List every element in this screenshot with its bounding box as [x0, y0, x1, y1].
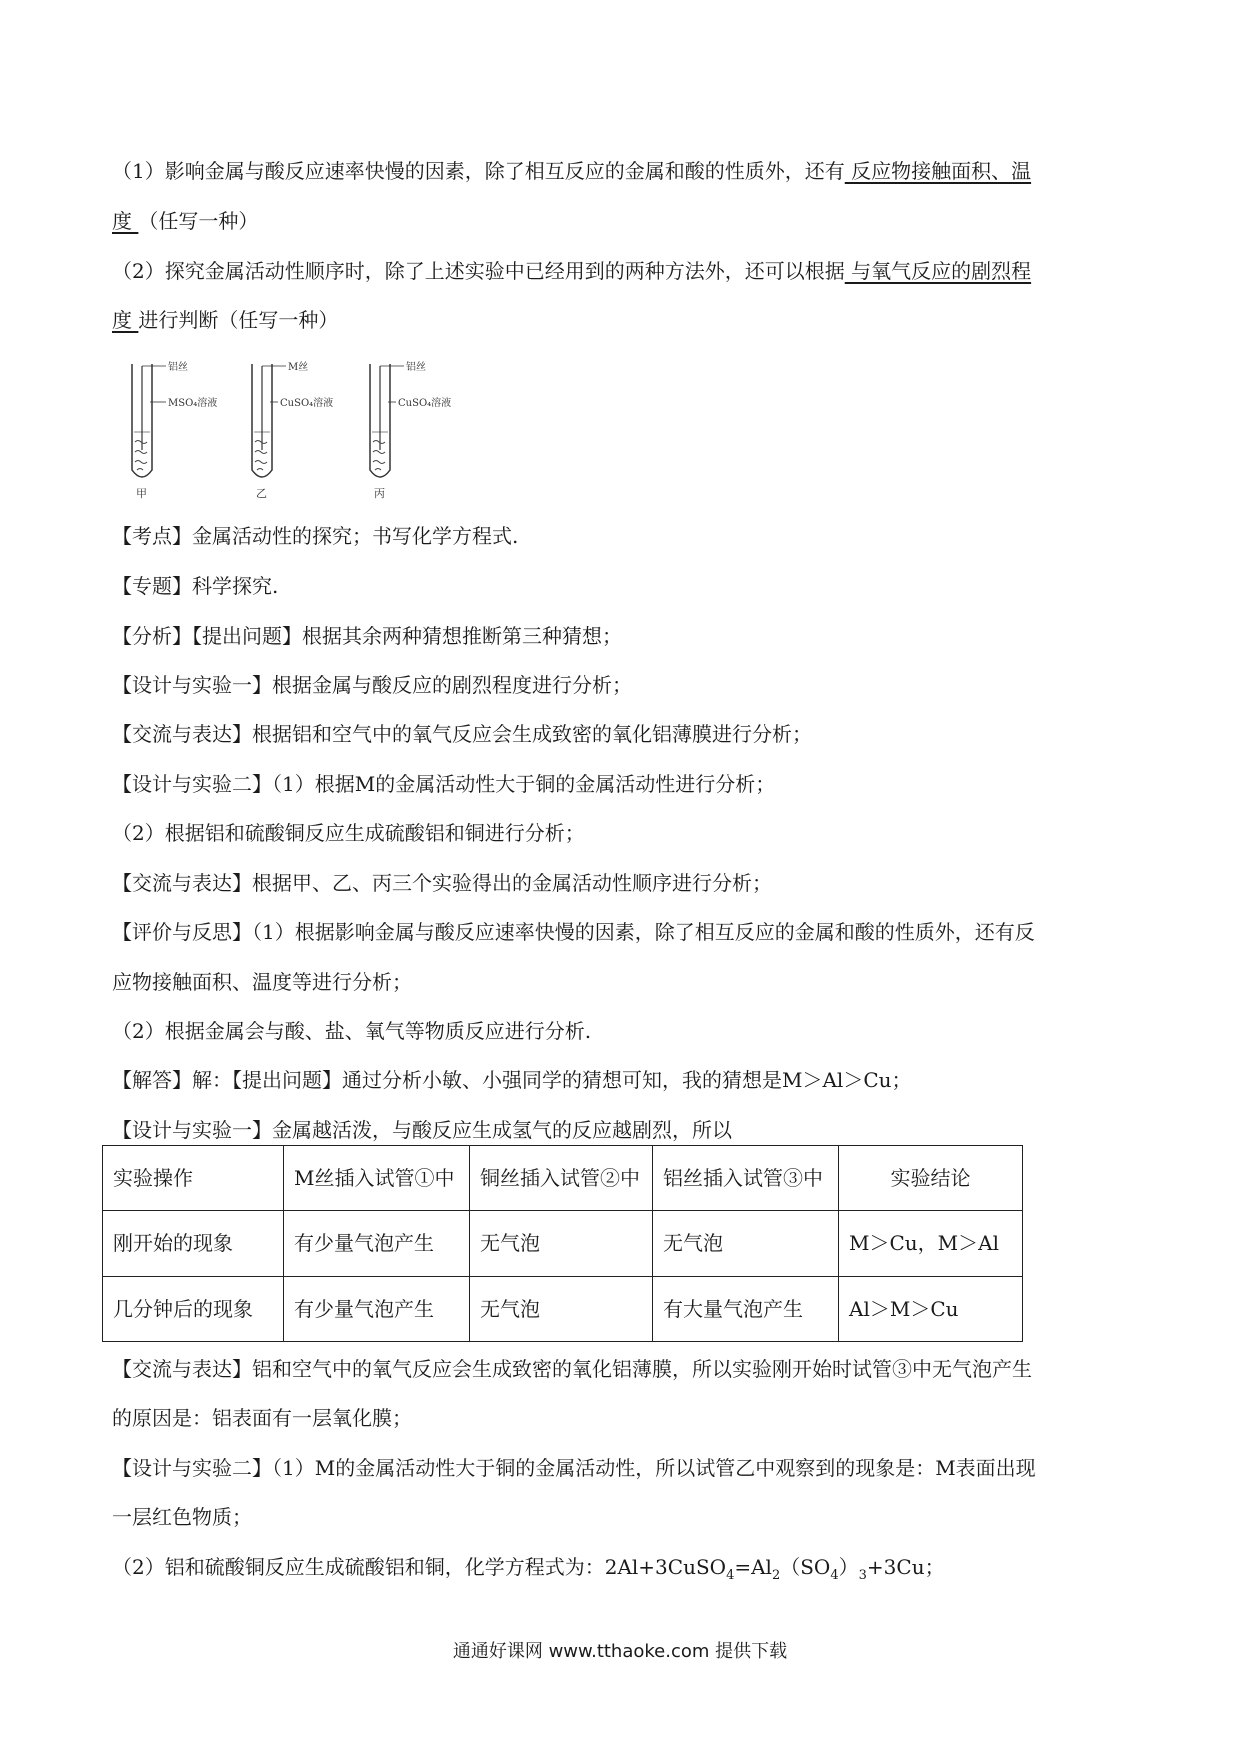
tube-caption: 甲 [136, 487, 147, 500]
analysis-line-5 [112, 819, 1132, 847]
subscript: 2 [771, 1568, 781, 1583]
text-segment: （2）根据金属会与酸、盐、氧气等物质反应进行分析. [112, 1019, 592, 1043]
table-cell: 铝丝插入试管③中 [653, 1146, 839, 1211]
test-tube-yi [252, 361, 333, 500]
analysis-line-6 [112, 869, 1132, 897]
answer-2-line-2 [112, 306, 1132, 334]
subscript: 4 [726, 1568, 735, 1583]
tube-solution-label: MSO₄溶液 [168, 398, 218, 409]
page-footer: 通通好课网 www.tthaoke.com 提供下载 [452, 1641, 788, 1662]
answer-2-line-1 [112, 257, 1132, 285]
text-segment: 【设计与实验二】（1）M的金属活动性大于铜的金属活动性，所以试管乙中观察到的现象是：M表面出现 [112, 1456, 1036, 1480]
answer-1-line-1 [112, 157, 1132, 185]
solution-line-4 [112, 1404, 1132, 1432]
text-segment: =Al [734, 1555, 772, 1579]
table-cell: 有少量气泡产生 [284, 1276, 470, 1341]
text-segment: ） [838, 1555, 859, 1579]
table-cell: 无气泡 [470, 1211, 653, 1276]
text-segment: （2）铝和硫酸铜反应生成硫酸铝和铜，化学方程式为：2Al+3CuSO [112, 1555, 727, 1579]
text-segment: 【分析】【提出问题】根据其余两种猜想推断第三种猜想； [112, 624, 622, 648]
zhuanti-line [112, 572, 1132, 600]
text-segment: 【设计与实验一】金属越活泼，与酸反应生成氢气的反应越剧烈，所以 [112, 1118, 732, 1142]
solution-line-2 [112, 1116, 1132, 1144]
experiment-table [102, 1145, 1023, 1342]
text-segment: 【解答】解：【提出问题】通过分析小敏、小强同学的猜想可知，我的猜想是M＞Al＞Cu； [112, 1068, 912, 1092]
test-tube-bing [370, 361, 451, 500]
text-segment: （2）探究金属活动性顺序时，除了上述实验中已经用到的两种方法外，还可以根据 [112, 259, 845, 283]
table-cell: 实验结论 [839, 1146, 1023, 1211]
answer-fill-text: 度 [112, 308, 139, 332]
text-segment: （任写一种） [138, 209, 259, 233]
answer-fill-text: 度 [112, 209, 139, 233]
analysis-line-1 [112, 622, 1132, 650]
text-segment: 【设计与实验一】根据金属与酸反应的剧烈程度进行分析； [112, 673, 632, 697]
text-segment: 【交流与表达】铝和空气中的氧气反应会生成致密的氧化铝薄膜，所以实验刚开始时试管③中无气泡产生 [112, 1357, 1032, 1381]
answer-fill-text: 反应物接触面积、温 [844, 159, 1032, 183]
solution-line-5 [112, 1454, 1132, 1482]
solution-line-7 [112, 1553, 1132, 1590]
analysis-line-7 [112, 918, 1132, 946]
text-segment: 应物接触面积、温度等进行分析； [112, 970, 412, 994]
text-segment: （2）根据铝和硫酸铜反应生成硫酸铝和铜进行分析； [112, 821, 585, 845]
solution-line-1 [112, 1066, 1132, 1094]
table-cell: M＞Cu，M＞Al [839, 1211, 1023, 1276]
solution-line-6 [112, 1503, 1132, 1531]
text-segment: （1）影响金属与酸反应速率快慢的因素，除了相互反应的金属和酸的性质外，还有 [112, 159, 845, 183]
analysis-line-8 [112, 968, 1132, 996]
analysis-line-4 [112, 770, 1132, 798]
text-segment: （SO [780, 1555, 831, 1579]
analysis-line-2 [112, 671, 1132, 699]
subscript: 4 [830, 1568, 839, 1583]
table-row [103, 1211, 1023, 1276]
text-segment: +3Cu； [866, 1555, 945, 1579]
table-cell: 几分钟后的现象 [103, 1276, 284, 1341]
tube-caption: 丙 [374, 487, 385, 500]
table-cell: Al＞M＞Cu [839, 1276, 1023, 1341]
text-segment: 进行判断（任写一种） [138, 308, 339, 332]
text-segment: 【设计与实验二】（1）根据M的金属活动性大于铜的金属活动性进行分析； [112, 772, 776, 796]
tube-wire-label: 铝丝 [168, 362, 188, 373]
tube-solution-label: CuSO₄溶液 [280, 398, 334, 409]
table-cell: 无气泡 [470, 1276, 653, 1341]
text-segment: 【交流与表达】根据甲、乙、丙三个实验得出的金属活动性顺序进行分析； [112, 871, 772, 895]
kaodian-line [112, 522, 1132, 550]
answer-fill-text: 与氧气反应的剧烈程 [844, 259, 1032, 283]
table-cell: 铜丝插入试管②中 [470, 1146, 653, 1211]
table-header-row [103, 1146, 1023, 1211]
table-cell: 有大量气泡产生 [653, 1276, 839, 1341]
table-cell: 有少量气泡产生 [284, 1211, 470, 1276]
table-cell: 实验操作 [103, 1146, 284, 1211]
answer-1-line-2 [112, 207, 1132, 235]
subscript: 3 [858, 1568, 867, 1583]
table-row [103, 1276, 1023, 1341]
solution-line-3 [112, 1355, 1132, 1383]
tube-solution-label: CuSO₄溶液 [398, 398, 452, 409]
test-tube-figure [120, 352, 492, 500]
tube-caption: 乙 [256, 487, 267, 500]
analysis-line-9 [112, 1017, 1132, 1045]
table-cell: 无气泡 [653, 1211, 839, 1276]
text-segment: 【考点】金属活动性的探究；书写化学方程式. [112, 524, 519, 548]
tube-wire-label: 铝丝 [406, 362, 426, 373]
text-segment: 【专题】科学探究. [112, 574, 279, 598]
tube-wire-label: M丝 [288, 362, 309, 373]
text-segment: 【交流与表达】根据铝和空气中的氧气反应会生成致密的氧化铝薄膜进行分析； [112, 722, 812, 746]
text-segment: 【评价与反思】（1）根据影响金属与酸反应速率快慢的因素，除了相互反应的金属和酸的性质外，还有反 [112, 920, 1035, 944]
text-segment: 一层红色物质； [112, 1505, 252, 1529]
text-segment: 的原因是：铝表面有一层氧化膜； [112, 1406, 412, 1430]
test-tube-jia [132, 361, 217, 500]
analysis-line-3 [112, 720, 1132, 748]
table-cell: M丝插入试管①中 [284, 1146, 470, 1211]
table-cell: 刚开始的现象 [103, 1211, 284, 1276]
